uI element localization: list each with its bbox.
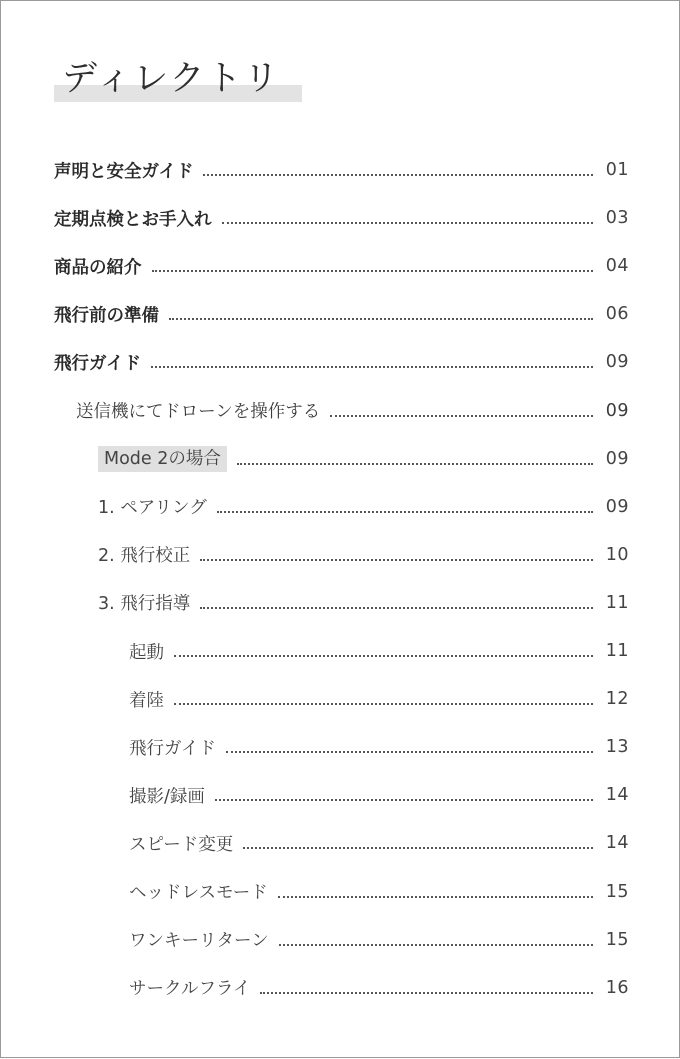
toc-entry-title: ヘッドレスモード <box>129 883 268 903</box>
toc-entry-title: 飛行前の準備 <box>54 305 159 326</box>
toc-entry-title: サークルフライ <box>129 979 251 1000</box>
dot-leader <box>174 703 593 705</box>
dot-leader <box>222 222 594 224</box>
toc-entry <box>98 444 629 474</box>
toc-entry-page-number: 14 <box>605 785 629 806</box>
toc-entry <box>54 251 629 281</box>
toc-entry-page-number: 11 <box>605 641 629 661</box>
toc-entry <box>129 780 629 810</box>
toc-entry <box>98 540 629 570</box>
dot-leader <box>215 799 593 801</box>
toc-entry-page-number: 15 <box>605 881 629 902</box>
toc-entry <box>129 636 629 666</box>
dot-leader <box>174 655 593 657</box>
dot-leader <box>200 607 593 609</box>
toc-entry-title: 定期点検とお手入れ <box>54 209 212 230</box>
toc-entry-page-number: 13 <box>605 737 629 758</box>
dot-leader <box>151 366 593 368</box>
toc-entry-page-number: 04 <box>605 256 629 277</box>
toc-entry-title: 飛行ガイド <box>54 353 141 374</box>
toc-entry <box>54 155 629 185</box>
toc-entry <box>129 828 629 858</box>
dot-leader <box>279 944 593 946</box>
toc-entry-title: 着陸 <box>129 690 164 711</box>
toc-entry-title: 送信機にてドローンを操作する <box>76 402 321 422</box>
toc-entry-page-number: 01 <box>605 160 629 180</box>
toc-entry-page-number: 03 <box>605 208 629 229</box>
toc-entry-title: ワンキーリターン <box>129 931 269 952</box>
toc-entry-title: 2. 飛行校正 <box>98 546 191 567</box>
toc-entry-page-number: 09 <box>605 400 629 421</box>
toc-entry <box>129 973 629 1003</box>
toc-entry-title: 起動 <box>129 642 164 663</box>
toc-entry <box>129 925 629 955</box>
dot-leader <box>237 463 593 465</box>
dot-leader <box>226 751 593 753</box>
dot-leader <box>217 511 593 513</box>
toc-entry-page-number: 06 <box>605 304 629 325</box>
toc-entry-page-number: 12 <box>605 689 629 710</box>
toc-entry <box>129 684 629 714</box>
toc-entry-page-number: 09 <box>605 448 629 469</box>
toc-entry <box>98 492 629 522</box>
toc-entry-title: 3. 飛行指導 <box>98 594 191 615</box>
toc-entry <box>54 347 629 377</box>
toc-entry-page-number: 14 <box>605 833 629 854</box>
toc-entry <box>129 877 629 907</box>
dot-leader <box>243 847 593 849</box>
dot-leader <box>330 415 593 417</box>
toc-entry-page-number: 09 <box>605 496 629 517</box>
dot-leader <box>260 992 593 994</box>
toc-entry <box>54 299 629 329</box>
toc-entry-title: 声明と安全ガイド <box>54 161 194 182</box>
toc-entry-title: 飛行ガイド <box>129 738 216 759</box>
dot-leader <box>278 896 593 898</box>
table-of-contents <box>1 1 680 1059</box>
page-title: ディレクトリ <box>62 59 281 99</box>
toc-entry-page-number: 09 <box>605 352 629 373</box>
dot-leader <box>152 270 594 272</box>
dot-leader <box>169 318 593 320</box>
toc-entry <box>129 732 629 762</box>
toc-entry-title: 1. ペアリング <box>98 498 207 519</box>
toc-entry-title: 撮影/録画 <box>129 786 205 807</box>
dot-leader <box>203 174 593 176</box>
dot-leader <box>200 559 593 561</box>
toc-entry <box>54 203 629 233</box>
toc-entry <box>76 396 629 426</box>
toc-entry-page-number: 15 <box>605 929 629 950</box>
toc-entry <box>98 588 629 618</box>
toc-entry-page-number: 11 <box>605 592 629 613</box>
toc-entry-title: Mode 2の場合 <box>98 446 227 472</box>
toc-entry-page-number: 16 <box>605 977 629 998</box>
toc-entry-title: 商品の紹介 <box>54 257 142 278</box>
toc-entry-title: スピード変更 <box>129 834 234 855</box>
toc-entry-page-number: 10 <box>605 544 629 565</box>
